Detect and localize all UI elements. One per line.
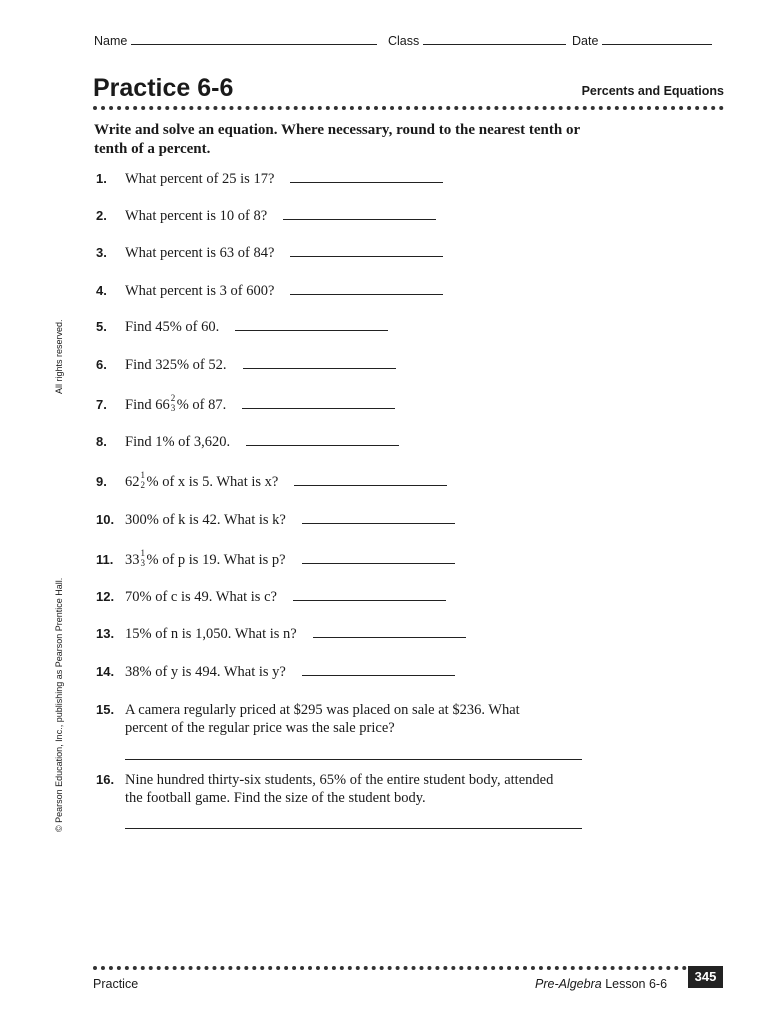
- question-number: 16.: [96, 772, 115, 787]
- answer-line[interactable]: [290, 172, 443, 183]
- question-number: 11.: [96, 552, 114, 567]
- instructions: Write and solve an equation. Where necessary, round to the nearest tenth or tenth of a percent.: [94, 122, 580, 157]
- fraction: [140, 470, 147, 490]
- lesson-name: Lesson 6-6: [605, 977, 668, 991]
- class-label: Class: [388, 34, 420, 48]
- answer-line[interactable]: [294, 475, 447, 486]
- question-9: [96, 470, 447, 491]
- date-label: Date: [572, 34, 599, 48]
- date-field[interactable]: [572, 34, 712, 48]
- question-number: 7.: [96, 397, 107, 412]
- answer-line[interactable]: [302, 553, 455, 564]
- question-number: 15.: [96, 702, 115, 717]
- question-14: [96, 664, 455, 681]
- answer-line[interactable]: [290, 284, 443, 295]
- question-text: What percent is 3 of 600?: [125, 283, 275, 299]
- question-13: [96, 626, 466, 643]
- answer-line[interactable]: [293, 590, 446, 601]
- answer-line[interactable]: [243, 358, 396, 369]
- question-number: 12.: [96, 589, 115, 604]
- copyright-notice: © Pearson Education, Inc., publishing as Pearson Prentice Hall.: [54, 577, 64, 832]
- fraction-numerator: 1: [140, 548, 145, 558]
- fraction-numerator: 1: [140, 470, 145, 480]
- question-number: 5.: [96, 319, 107, 334]
- question-3: [96, 245, 443, 262]
- question-4: [96, 283, 443, 300]
- question-text: 38% of y is 494. What is y?: [125, 664, 286, 680]
- question-number: 9.: [96, 474, 107, 489]
- fraction: [170, 393, 177, 413]
- page-subtitle: Percents and Equations: [581, 84, 724, 98]
- answer-line[interactable]: [283, 209, 436, 220]
- question-number: 2.: [96, 208, 107, 223]
- question-number: 6.: [96, 357, 107, 372]
- question-text: Find 325% of 52.: [125, 357, 227, 373]
- course-name: Pre-Algebra: [535, 977, 602, 991]
- date-line[interactable]: [602, 34, 712, 45]
- page-number: 345: [688, 966, 723, 988]
- question-number: 8.: [96, 434, 107, 449]
- question-text: 70% of c is 49. What is c?: [125, 589, 277, 605]
- fraction-denominator: 3: [140, 558, 145, 568]
- footer-divider: [93, 966, 687, 970]
- class-line[interactable]: [423, 34, 566, 45]
- question-text: What percent of 25 is 17?: [125, 171, 275, 187]
- fraction-denominator: 3: [170, 403, 176, 413]
- answer-line[interactable]: [302, 513, 455, 524]
- rights-notice: All rights reserved.: [54, 319, 64, 394]
- question-text-end: % of 87.: [176, 397, 227, 413]
- fraction-numerator: 2: [170, 393, 176, 403]
- header-divider: [93, 106, 724, 110]
- question-5: [96, 319, 388, 336]
- question-text: 300% of k is 42. What is k?: [125, 512, 286, 528]
- name-field[interactable]: [94, 34, 377, 48]
- question-10: [96, 512, 455, 529]
- question-text-start: 62: [125, 474, 140, 490]
- question-16: [96, 771, 566, 807]
- question-number: 3.: [96, 245, 107, 260]
- question-text-end: % of x is 5. What is x?: [146, 474, 279, 490]
- question-text: Nine hundred thirty-six students, 65% of the entire student body, attended the football game. Find the size of the student body.: [125, 772, 554, 806]
- answer-line[interactable]: [242, 398, 395, 409]
- question-text: What percent is 63 of 84?: [125, 245, 275, 261]
- question-text: What percent is 10 of 8?: [125, 208, 268, 224]
- answer-line[interactable]: [302, 665, 455, 676]
- answer-line[interactable]: [125, 828, 582, 829]
- question-number: 10.: [96, 512, 115, 527]
- question-text: 15% of n is 1,050. What is n?: [125, 626, 297, 642]
- answer-line[interactable]: [235, 320, 388, 331]
- question-number: 13.: [96, 626, 115, 641]
- question-8: [96, 434, 399, 451]
- name-label: Name: [94, 34, 128, 48]
- question-text: Find 1% of 3,620.: [125, 434, 231, 450]
- fraction: [140, 548, 147, 568]
- question-text: A camera regularly priced at $295 was placed on sale at $236. What percent of the regular price was the sale price?: [125, 702, 520, 736]
- class-field[interactable]: [388, 34, 566, 48]
- question-text-start: 33: [125, 552, 140, 568]
- question-number: 14.: [96, 664, 115, 679]
- answer-line[interactable]: [290, 246, 443, 257]
- question-number: 1.: [96, 171, 107, 186]
- question-15: [96, 701, 566, 737]
- answer-line[interactable]: [246, 435, 399, 446]
- footer-lesson: [535, 977, 667, 991]
- question-2: [96, 208, 436, 225]
- question-text-end: % of p is 19. What is p?: [146, 552, 286, 568]
- question-number: 4.: [96, 283, 107, 298]
- question-7: [96, 393, 395, 414]
- fraction-denominator: 2: [140, 480, 145, 490]
- answer-line[interactable]: [125, 759, 582, 760]
- name-line[interactable]: [131, 34, 377, 45]
- question-text-start: Find 66: [125, 397, 170, 413]
- footer-label: Practice: [93, 977, 139, 991]
- question-6: [96, 357, 396, 374]
- question-1: [96, 171, 443, 188]
- question-12: [96, 589, 446, 606]
- question-11: [96, 548, 455, 569]
- question-text: Find 45% of 60.: [125, 319, 220, 335]
- answer-line[interactable]: [313, 627, 466, 638]
- page-title: Practice 6-6: [93, 74, 234, 102]
